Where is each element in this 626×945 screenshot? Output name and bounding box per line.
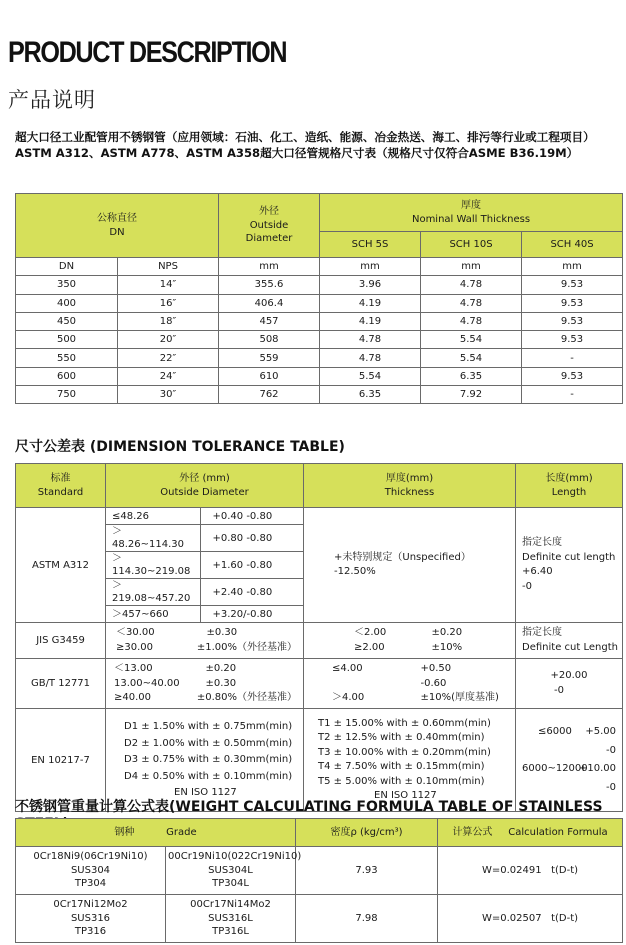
header-formula: 计算公式 Calculation Formula	[438, 819, 623, 847]
jis-od: ＜30.00 ±0.30 ≥30.00 ±1.00%（外径基准）	[106, 623, 304, 659]
intro-line-2: ASTM A312、ASTM A778、ASTM A358超大口径管规格尺寸表（规格尺寸仅符合ASME B36.19M）	[15, 145, 579, 160]
size-cell: 450	[16, 312, 118, 330]
en-th-line: T3 ± 10.00% with ± 0.20mm(min)	[318, 746, 491, 758]
a312-od-range: ＞457~660	[106, 606, 200, 623]
unit-cell: mm	[522, 258, 623, 276]
a312-od-range: ＞114.30~219.08	[106, 552, 200, 579]
en-th-line: T2 ± 12.5% with ± 0.40mm(min)	[318, 732, 485, 744]
intro-line-1: 超大口径工业配管用不锈钢管（应用领域：石油、化工、造纸、能源、冶金热送、海工、排污等行业或工程项目）	[15, 130, 595, 144]
size-cell: 20″	[118, 331, 219, 349]
en-od-line: D2 ± 1.00% with ± 0.50mm(min)	[124, 737, 293, 749]
jis-length: 指定长度 Definite cut Length	[516, 623, 623, 659]
size-cell: 4.78	[421, 312, 522, 330]
size-cell: 4.78	[421, 294, 522, 312]
a312-length: 指定长度 Definite cut length +6.40 -0	[516, 508, 623, 623]
units-row	[16, 258, 623, 276]
header-standard: 标准 Standard	[16, 464, 106, 508]
size-cell: 610	[219, 367, 320, 385]
a312-od-row	[106, 552, 303, 579]
size-cell: 24″	[118, 367, 219, 385]
weight-row	[16, 847, 623, 895]
header-length: 长度(mm) Length	[516, 464, 623, 508]
tolerance-section-title: 尺寸公差表 (DIMENSION TOLERANCE TABLE)	[15, 439, 345, 455]
en-od-line: D3 ± 0.75% with ± 0.30mm(min)	[124, 754, 293, 766]
size-cell: 7.92	[421, 386, 522, 404]
a312-od-tol: +0.80 -0.80	[200, 525, 303, 552]
grade-cell: 0Cr18Ni9(06Cr19Ni10) SUS304 TP304	[16, 847, 166, 895]
header-nominal-diameter: 公称直径 DN	[16, 194, 219, 258]
en-od-line: D4 ± 0.50% with ± 0.10mm(min)	[124, 770, 293, 782]
size-cell: 30″	[118, 386, 219, 404]
size-row	[16, 276, 623, 294]
size-cell: 350	[16, 276, 118, 294]
header-sch-5s: SCH 5S	[320, 232, 421, 258]
size-cell: 600	[16, 367, 118, 385]
a312-od-row	[106, 579, 303, 606]
a312-od-range: ≤48.26	[106, 508, 200, 525]
size-cell: 762	[219, 386, 320, 404]
size-cell: 9.53	[522, 294, 623, 312]
size-cell: 4.19	[320, 294, 421, 312]
row-jis	[16, 623, 623, 659]
grade-low-carbon-cell: 00Cr19Ni10(022Cr19Ni10) SUS304L TP304L	[166, 847, 296, 895]
size-cell: 355.6	[219, 276, 320, 294]
std-gb: GB/T 12771	[16, 659, 106, 709]
page-title-zh: 产品说明	[8, 88, 96, 112]
size-cell: 406.4	[219, 294, 320, 312]
a312-thickness: +未特别规定（Unspecified） -12.50%	[304, 508, 516, 623]
a312-od-tol: +3.20/-0.80	[212, 608, 273, 620]
size-cell: 500	[16, 331, 118, 349]
size-cell: 4.78	[421, 276, 522, 294]
size-cell: 3.96	[320, 276, 421, 294]
density-cell: 7.98	[296, 895, 438, 943]
a312-od-tol: +1.60 -0.80	[200, 552, 303, 579]
size-cell: 559	[219, 349, 320, 367]
header-wall-thickness: 厚度 Nominal Wall Thickness	[320, 194, 623, 232]
unit-cell: mm	[421, 258, 522, 276]
en-th-line: T1 ± 15.00% with ± 0.60mm(min)	[318, 717, 491, 729]
row-gb	[16, 659, 623, 709]
size-cell: 9.53	[522, 331, 623, 349]
weight-row	[16, 895, 623, 943]
size-cell: 400	[16, 294, 118, 312]
intro-text	[15, 130, 620, 161]
en-od-line: D1 ± 1.50% with ± 0.75mm(min)	[124, 721, 293, 733]
size-cell: -	[522, 349, 623, 367]
grade-cell: 0Cr17Ni12Mo2 SUS316 TP316	[16, 895, 166, 943]
size-cell: 508	[219, 331, 320, 349]
header-density: 密度ρ (kg/cm³)	[296, 819, 438, 847]
density-cell: 7.93	[296, 847, 438, 895]
page-title-en: PRODUCT DESCRIPTION	[8, 36, 287, 69]
grade-low-carbon-cell: 00Cr17Ni14Mo2 SUS316L TP316L	[166, 895, 296, 943]
size-cell: -	[522, 386, 623, 404]
unit-cell: mm	[219, 258, 320, 276]
en-th-line: T4 ± 7.50% with ± 0.15mm(min)	[318, 761, 485, 773]
jis-thickness: ＜2.00 ±0.20 ≥2.00 ±10%	[304, 623, 516, 659]
size-cell: 9.53	[522, 312, 623, 330]
size-row	[16, 386, 623, 404]
size-row	[16, 294, 623, 312]
a312-od-range: ＞48.26~114.30	[106, 525, 200, 552]
size-cell: 6.35	[421, 367, 522, 385]
weight-section-title: 不锈钢管重量计算公式表(WEIGHT CALCULATING FORMULA TABLE OF STAINLESS	[15, 799, 603, 815]
a312-od-row	[106, 606, 303, 623]
size-cell: 6.35	[320, 386, 421, 404]
a312-od-tol: +0.40 -0.80	[200, 508, 303, 525]
size-cell: 5.54	[421, 331, 522, 349]
size-row	[16, 367, 623, 385]
size-cell: 16″	[118, 294, 219, 312]
row-astm-a312	[16, 508, 623, 623]
size-row	[16, 312, 623, 330]
header-sch-40s: SCH 40S	[522, 232, 623, 258]
en-od-line: EN ISO 1127	[174, 787, 237, 799]
size-cell: 750	[16, 386, 118, 404]
size-cell: 9.53	[522, 276, 623, 294]
unit-cell: mm	[320, 258, 421, 276]
size-row	[16, 331, 623, 349]
size-cell: 4.78	[320, 349, 421, 367]
size-cell: 5.54	[421, 349, 522, 367]
size-cell: 18″	[118, 312, 219, 330]
header-outside-diameter: 外径 Outside Diameter	[219, 194, 320, 258]
size-row	[16, 349, 623, 367]
size-cell: 4.19	[320, 312, 421, 330]
header-grade: 钢种 Grade	[16, 819, 296, 847]
gb-od: ＜13.00 ±0.20 13.00~40.00 ±0.30 ≥40.00 ±0.80%（外径基准）	[106, 659, 304, 709]
a312-od-tol: +2.40 -0.80	[200, 579, 303, 606]
a312-od-range: ＞219.08~457.20	[106, 579, 200, 606]
unit-cell: DN	[16, 258, 118, 276]
size-cell: 4.78	[320, 331, 421, 349]
header-sch-10s: SCH 10S	[421, 232, 522, 258]
en-length: ≤6000 +5.00 -0 6000~12000 +10.00 -0	[516, 709, 623, 812]
size-table	[15, 193, 623, 404]
header-od: 外径 (mm) Outside Diameter	[106, 464, 304, 508]
header-thickness: 厚度(mm) Thickness	[304, 464, 516, 508]
std-jis: JIS G3459	[16, 623, 106, 659]
gb-length: +20.00 -0	[516, 659, 623, 709]
a312-od-row	[106, 525, 303, 552]
size-cell: 14″	[118, 276, 219, 294]
en-th-line: EN ISO 1127	[374, 790, 437, 802]
std-a312: ASTM A312	[16, 508, 106, 623]
formula-cell: W=0.02491 t(D-t)	[438, 847, 623, 895]
en-th-line: T5 ± 5.00% with ± 0.10mm(min)	[318, 775, 485, 787]
size-cell: 5.54	[320, 367, 421, 385]
formula-cell: W=0.02507 t(D-t)	[438, 895, 623, 943]
weight-table	[15, 818, 623, 943]
a312-od	[106, 508, 304, 623]
size-cell: 550	[16, 349, 118, 367]
size-cell: 457	[219, 312, 320, 330]
unit-cell: NPS	[118, 258, 219, 276]
gb-thickness: ≤4.00 +0.50 -0.60 ＞4.00 ±10%(厚度基准)	[304, 659, 516, 709]
tolerance-table	[15, 463, 623, 812]
a312-od-row	[106, 508, 303, 525]
size-cell: 22″	[118, 349, 219, 367]
size-cell: 9.53	[522, 367, 623, 385]
std-en: EN 10217-7	[16, 709, 106, 812]
